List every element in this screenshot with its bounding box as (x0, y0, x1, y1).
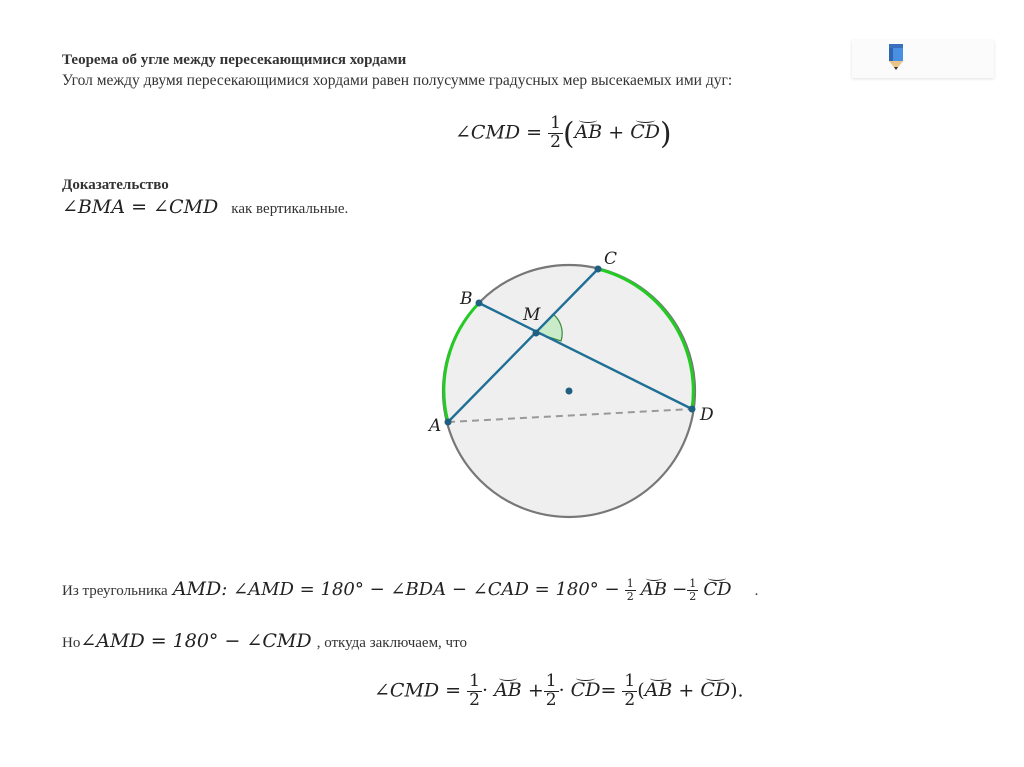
but-math: ∠AMD = 180° − ∠CMD (80, 630, 312, 652)
final-dot-2: · (558, 679, 565, 702)
plus-sign: + (608, 121, 625, 144)
point-m (533, 330, 540, 337)
formula-main-lhs: ∠CMD = (455, 121, 543, 144)
half-num: 1 (550, 113, 561, 133)
triangle-minus: − (672, 579, 688, 600)
but-prefix: Но (62, 635, 81, 651)
final-arc-ab: AB (494, 679, 522, 702)
label-c: C (604, 249, 618, 269)
half-den: 2 (550, 131, 561, 152)
point-a (445, 419, 452, 426)
label-m: M (523, 305, 541, 325)
proof-heading: Доказательство (62, 177, 169, 193)
triangle-name: AMD (172, 578, 222, 600)
arc-cd: CD (630, 121, 660, 144)
triangle-line (62, 578, 758, 603)
final-plus-1: + (527, 679, 544, 702)
but-suffix: , откуда заключаем, что (316, 635, 467, 651)
circle-center (566, 388, 573, 395)
point-d (689, 406, 696, 413)
formula-main: ∠CMD = $\frac{1}{2}$ (AB + CD) (455, 113, 672, 152)
final-lhs: ∠CMD = (374, 679, 462, 702)
formula-final (374, 673, 744, 710)
final-arc-cd-2: CD (700, 679, 731, 702)
final-half-1: $\frac{1}{2}$ (469, 671, 480, 710)
label-a: A (429, 416, 442, 436)
triangle-eq: : ∠AMD = 180° − ∠BDA − ∠CAD = 180° − (221, 579, 620, 600)
final-open: ( (637, 679, 645, 702)
final-arc-ab-2: AB (644, 679, 673, 702)
triangle-half-1: $\frac{1}{2}$ (626, 577, 634, 603)
final-plus-2: + (678, 679, 695, 702)
final-eq: = (600, 679, 617, 702)
arc-ab: AB (574, 121, 603, 144)
vertical-angles-math: ∠BMA = ∠CMD (62, 196, 219, 218)
theorem-statement: Угол между двумя пересекающимися хордами равен полусумме градусных мер высекаемых ими дуг: (62, 72, 733, 89)
triangle-arc-ab: AB (640, 579, 668, 600)
theorem-title: Теорема об угле между пересекающимися хордами (62, 52, 407, 68)
final-dot-1: · (481, 679, 489, 702)
but-line (62, 630, 467, 652)
label-d: D (700, 405, 714, 425)
vertical-angles-text: как вертикальные. (231, 201, 349, 217)
final-half-2: $\frac{1}{2}$ (545, 671, 557, 710)
triangle-half-2: $\frac{1}{2}$ (689, 577, 697, 603)
triangle-arc-cd: CD (703, 579, 732, 600)
final-close: ). (730, 679, 744, 702)
label-b: B (460, 289, 473, 309)
final-arc-cd: CD (570, 679, 601, 702)
triangle-end: . (754, 583, 759, 599)
triangle-prefix: Из треугольника (62, 583, 168, 599)
point-c (595, 266, 602, 273)
final-half-3: $\frac{1}{2}$ (624, 671, 636, 710)
point-b (476, 300, 483, 307)
